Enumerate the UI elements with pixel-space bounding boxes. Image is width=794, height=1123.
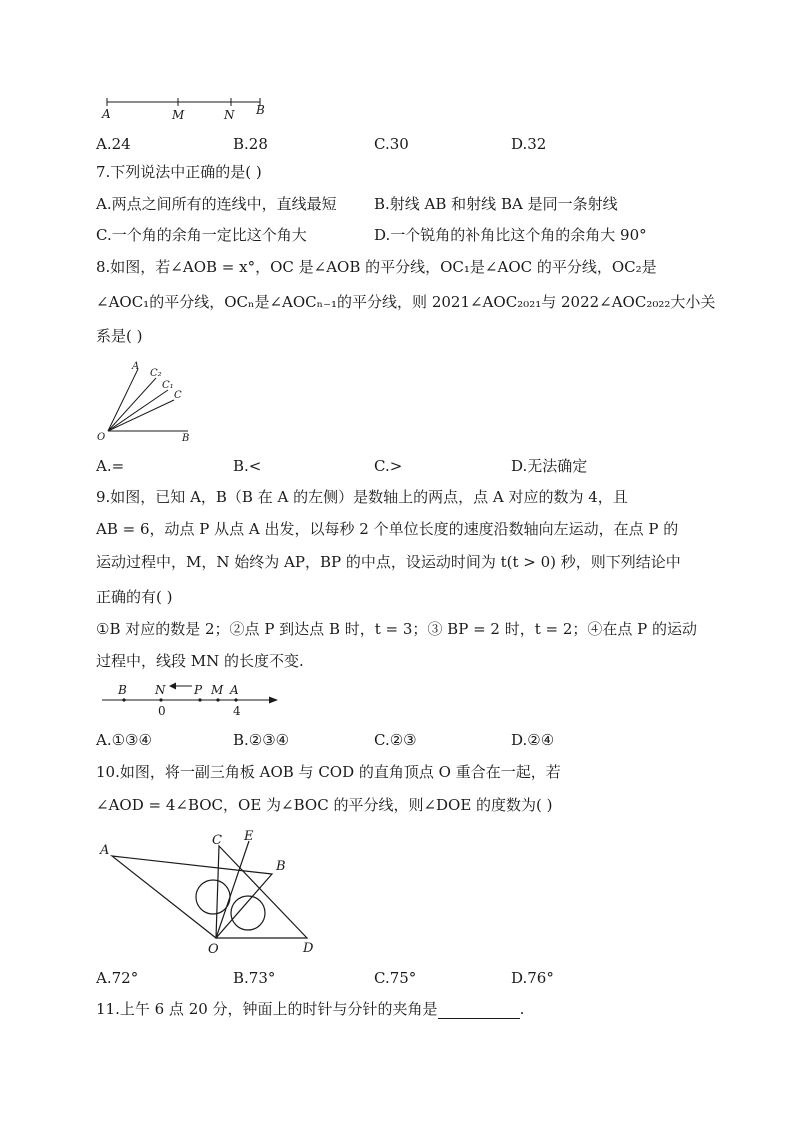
label-c1: C₁ [162, 380, 174, 391]
label-a: A [102, 107, 111, 121]
label-o: O [208, 942, 219, 957]
q9-option-d[interactable]: D.②④ [511, 731, 555, 749]
q8-option-b[interactable]: B.< [233, 457, 262, 475]
q11-stem [96, 999, 524, 1019]
q8-stem-line2: ∠AOC₁的平分线，OCₙ是∠AOCₙ₋₁的平分线，则 2021∠AOC₂₀₂₁与 2022∠AOC₂₀₂₂大小关 [96, 293, 716, 311]
q10-stem-line1: 10.如图，将一副三角板 AOB 与 COD 的直角顶点 O 重合在一起，若 [96, 763, 561, 781]
q9-stem-line2: AB = 6，动点 P 从点 A 出发，以每秒 2 个单位长度的速度沿数轴向左运动，在点 P 的 [96, 520, 679, 538]
q11-period: . [519, 1000, 525, 1018]
label-b: B [256, 103, 265, 117]
label-c: C [212, 833, 222, 848]
tick-four: 4 [233, 704, 241, 718]
label-m: M [211, 683, 224, 697]
label-p: P [194, 683, 203, 697]
q6-option-b[interactable]: B.28 [233, 135, 268, 153]
q10-option-b[interactable]: B.73° [233, 969, 276, 987]
q9-stem-line3: 运动过程中，M，N 始终为 AP，BP 的中点，设运动时间为 t(t > 0) 秒，则下列结论中 [96, 553, 681, 571]
q11-answer-blank[interactable] [438, 1003, 520, 1019]
q8-stem-line3: 系是( ) [96, 327, 143, 345]
label-e: E [244, 829, 254, 844]
q9-option-c[interactable]: C.②③ [374, 731, 417, 749]
q11-stem-text: 11.上午 6 点 20 分，钟面上的时针与分针的夹角是 [96, 1000, 438, 1018]
label-m: M [172, 108, 185, 122]
q7-option-a[interactable]: A.两点之间所有的连线中，直线最短 [96, 195, 337, 213]
q6-option-c[interactable]: C.30 [374, 135, 409, 153]
label-b: B [276, 859, 286, 874]
label-d: D [303, 941, 314, 956]
label-c: C [174, 390, 182, 401]
label-b: B [118, 683, 127, 697]
q10-option-a[interactable]: A.72° [96, 969, 139, 987]
label-o: O [97, 432, 106, 443]
label-n: N [155, 683, 166, 697]
label-n: N [224, 108, 235, 122]
q7-option-b[interactable]: B.射线 AB 和射线 BA 是同一条射线 [374, 195, 618, 213]
q9-stem-line4: 正确的有( ) [96, 588, 173, 606]
q10-option-c[interactable]: C.75° [374, 969, 417, 987]
label-c2: C₂ [150, 368, 162, 379]
q7-option-c[interactable]: C.一个角的余角一定比这个角大 [96, 226, 307, 244]
q9-stem-line1: 9.如图，已知 A，B（B 在 A 的左侧）是数轴上的两点，点 A 对应的数为 4，且 [96, 488, 628, 506]
q6-option-a[interactable]: A.24 [96, 135, 131, 153]
label-a: A [230, 683, 239, 697]
q7-stem: 7.下列说法中正确的是( ) [96, 163, 262, 181]
q9-stem-line6: 过程中，线段 MN 的长度不变. [96, 652, 304, 670]
q10-option-d[interactable]: D.76° [511, 969, 554, 987]
q10-stem-line2: ∠AOD = 4∠BOC，OE 为∠BOC 的平分线，则∠DOE 的度数为( ) [96, 796, 553, 814]
angle-bisector-figure [96, 358, 206, 444]
q6-option-d[interactable]: D.32 [511, 135, 547, 153]
q8-stem-line1: 8.如图，若∠AOB = x°，OC 是∠AOB 的平分线，OC₁是∠AOC 的平分线，OC₂是 [96, 258, 657, 276]
triangle-boards-figure [96, 826, 326, 958]
segment-figure [100, 96, 275, 122]
q9-option-a[interactable]: A.①③④ [96, 731, 152, 749]
q7-option-d[interactable]: D.一个锐角的补角比这个角的余角大 90° [374, 226, 647, 244]
label-a: A [132, 361, 140, 372]
q9-option-b[interactable]: B.②③④ [233, 731, 290, 749]
label-a: A [100, 843, 110, 858]
number-line-figure [98, 680, 283, 720]
q9-stem-line5: ①B 对应的数是 2；②点 P 到达点 B 时，t = 3；③ BP = 2 时，t = 2；④在点 P 的运动 [96, 620, 698, 638]
label-b: B [182, 433, 190, 444]
tick-zero: 0 [158, 704, 166, 718]
q8-option-a[interactable]: A.= [96, 457, 125, 475]
q8-option-c[interactable]: C.> [374, 457, 403, 475]
q8-option-d[interactable]: D.无法确定 [511, 457, 588, 475]
